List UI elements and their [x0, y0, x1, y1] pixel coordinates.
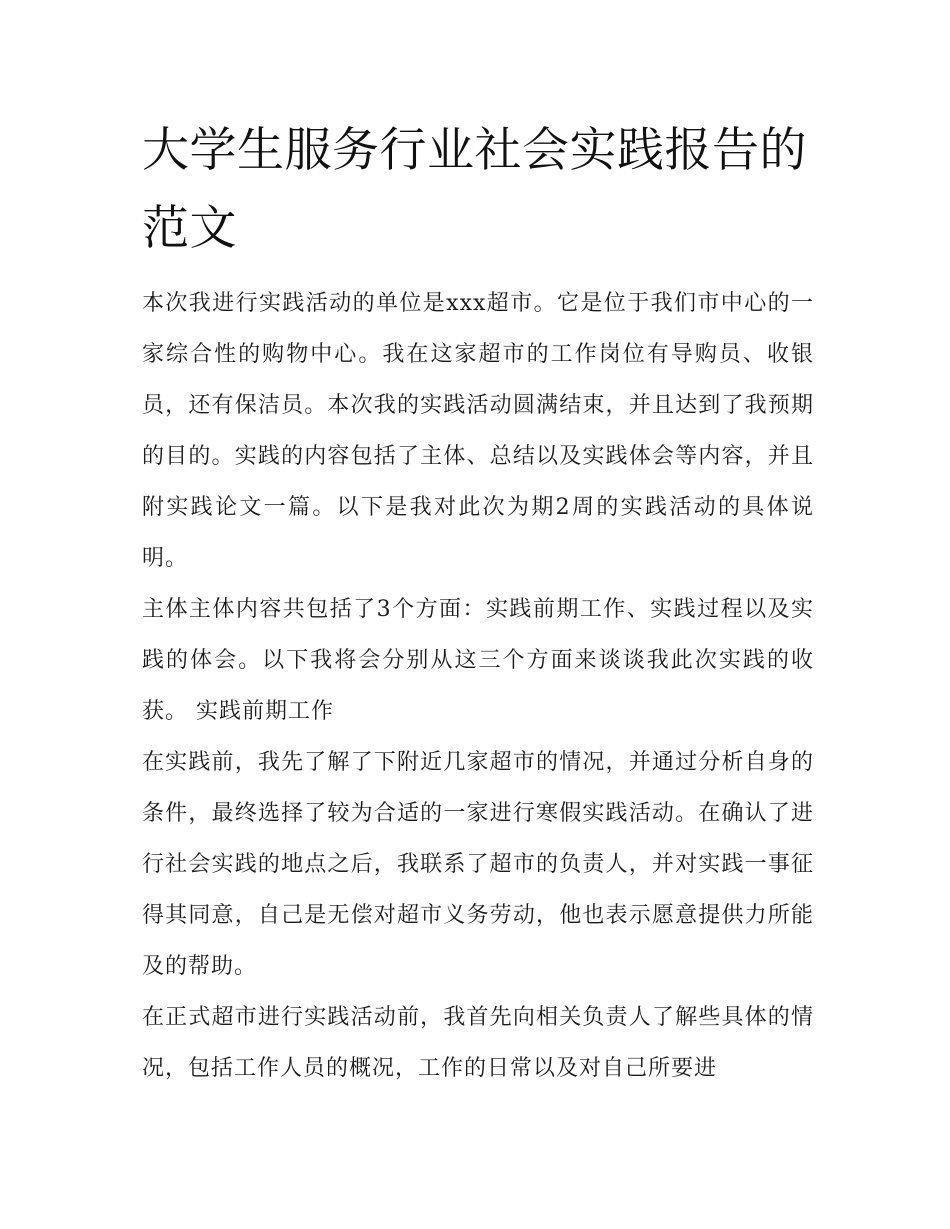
paragraph-main-body: 主体主体内容共包括了3个方面：实践前期工作、实践过程以及实践的体会。以下我将会分别从这三个方面来谈谈我此次实践的收获。 实践前期工作 [142, 597, 814, 724]
document-content [142, 112, 814, 1094]
paragraph-before-practice: 在正式超市进行实践活动前，我首先向相关负责人了解些具体的情况，包括工作人员的概况，工作的日常以及对自己所要进 [142, 1005, 814, 1081]
paragraph-preparation: 在实践前，我先了解了下附近几家超市的情况，并通过分析自身的条件，最终选择了较为合适的一家进行寒假实践活动。在确认了进行社会实践的地点之后，我联系了超市的负责人，并对实践一事征得其同意，自己是无偿对超市义务劳动，他也表示愿意提供力所能及的帮助。 [142, 750, 814, 979]
paragraph-intro: 本次我进行实践活动的单位是xxx超市。它是位于我们市中心的一家综合性的购物中心。我在这家超市的工作岗位有导购员、收银员，还有保洁员。本次我的实践活动圆满结束，并且达到了我预期的目的。实践的内容包括了主体、总结以及实践体会等内容，并且附实践论文一篇。以下是我对此次为期2周的实践活动的具体说明。 [142, 291, 814, 571]
document-title: 大学生服务行业社会实践报告的范文 [142, 123, 807, 256]
document-body [142, 278, 814, 1094]
